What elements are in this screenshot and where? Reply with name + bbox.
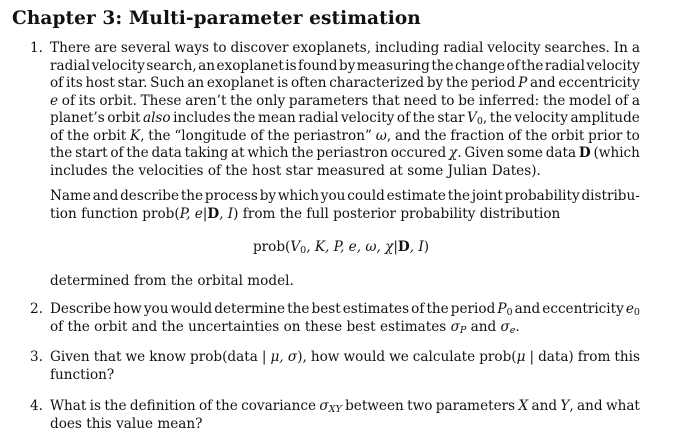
posterior-equation: $prob(V_0$, K, P, e, ω, χ|D, I) — [252, 239, 430, 256]
question-number: 2. — [30, 301, 43, 317]
document-page: Chapter 3: Multi-parameter estimation 1. There are several ways to discover exoplanets, including radial velocity searches. In a radial velocity search, an exoplanet is found by measuring the change of the radial velocity of its host star. Such an exoplanet is often characterized by the period P and eccentricity e of its orbit. These aren’t the only parameters that need to be inferred: the model of a planet’s orbit also includes the mean radial velocity of the star $V_0$, the velocity amplitude of the orbit K, the “longitude of the periastron” ω, and the fraction of the orbit prior to the start of the data taking at which the periastron occured χ. Given some data D (which includes the velocities of the host star measured at some Julian Dates). Name and describe the process by which you could estimate the joint probability distribu- tion function prob(P, e|D, I) from the full posterior probability distribution $prob(V_0$, K, P, e, ω, χ|D, I) determined from the orbital model. 2. Describe how you would determine the best estimates of the period $P_0$ and eccentricity $e_0$ of the orbit and the uncertainties on these best estimates $\sigma_P$ and $\sigma_e$. 3. Given that we know prob(data | μ, σ), how would we calculate prob(μ | data) from this function? 4. What is the definition of the covariance $\sigma_{XY}$ between two parameters X and Y, and what does this value mean? — [0, 0, 682, 447]
question-number: 1. — [30, 40, 43, 56]
chapter-title: Chapter 3: Multi-parameter estimation — [12, 8, 421, 29]
question-number: 4. — [30, 398, 43, 414]
question-number: 3. — [30, 349, 43, 365]
question-1-after-equation: determined from the orbital model. — [50, 273, 294, 289]
